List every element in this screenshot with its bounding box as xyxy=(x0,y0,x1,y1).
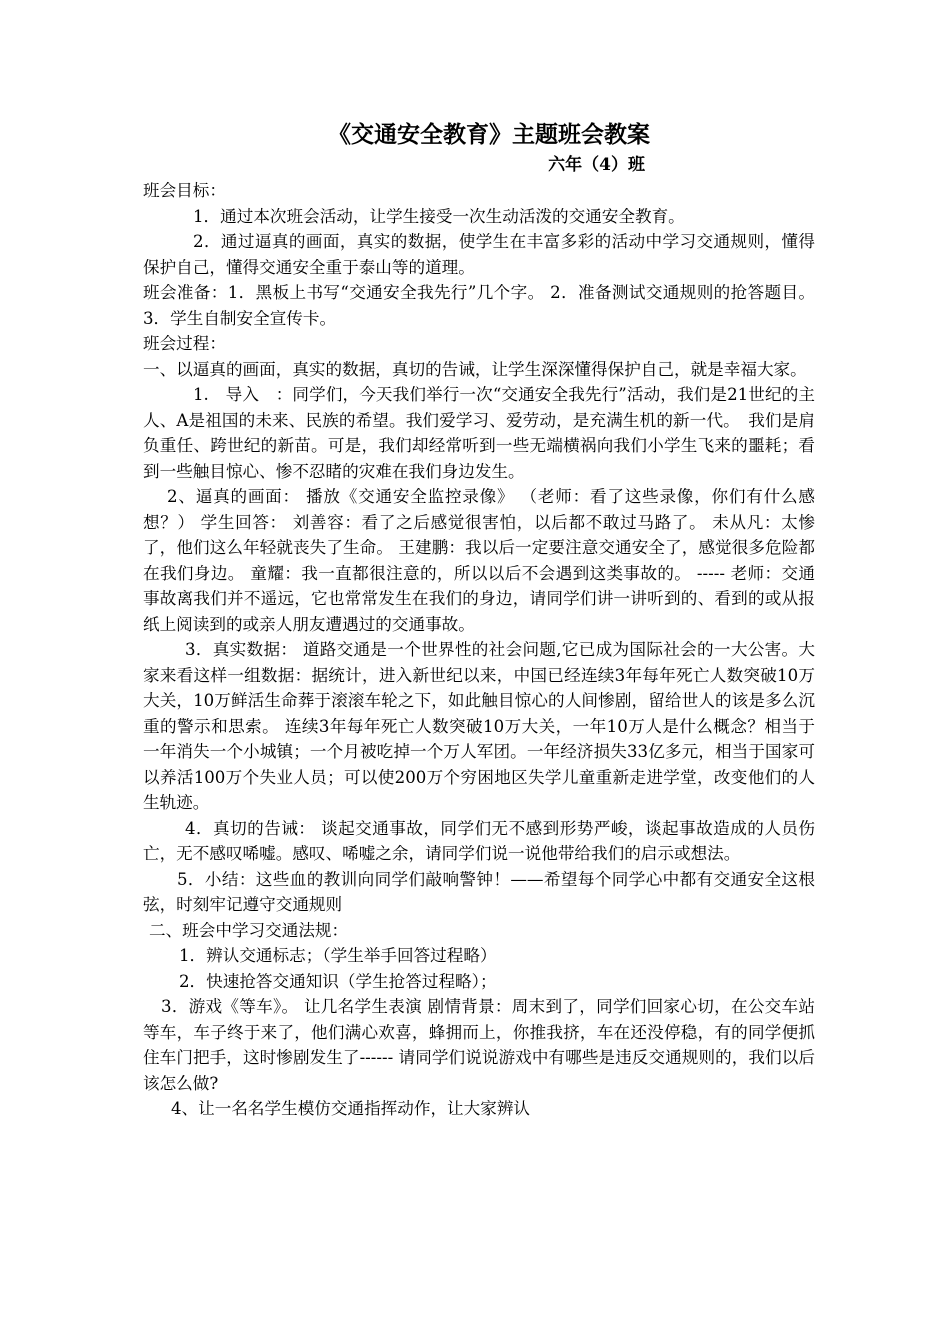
law-item-2: 2．快速抢答交通知识（学生抢答过程略）； xyxy=(179,971,497,991)
step-1-intro: 1. 导入 ：同学们，今天我们举行一次“交通安全我先行”活动，我们是21世纪的主人、A是祖国的未来、民族的希望。我们爱学习、爱劳动，是充满生机的新一代。 我们是肩负重任、跨世纪的新苗。可是，我们却经常听到一些无端横祸向我们小学生飞来的噩耗；看到一些触目惊心、惨不忍睹的灾难在我们身边发生。 xyxy=(143,385,815,481)
document-body xyxy=(143,178,815,1122)
goal-heading: 班会目标： xyxy=(143,181,226,200)
section-2-heading: 二、班会中学习交通法规： xyxy=(149,920,349,940)
step-5-summary: 5．小结：这些血的教训向同学们敲响警钟！——希望每个同学心中都有交通安全这根弦，时刻牢记遵守交通规则 xyxy=(143,869,815,914)
document-title: 《交通安全教育》主题班会教案 xyxy=(328,121,650,148)
process-heading: 班会过程： xyxy=(143,334,226,353)
section-1-heading: 一、以逼真的画面，真实的数据，真切的告诫，让学生深深懂得保护自己，就是幸福大家。 xyxy=(143,359,807,379)
class-name: 六年（4）班 xyxy=(548,155,645,175)
step-4-warning: 4．真切的告诫： 谈起交通事故，同学们无不感到形势严峻，谈起事故造成的人员伤亡，无不感叹唏嘘。感叹、唏嘘之余，请同学们说一说他带给我们的启示或想法。 xyxy=(143,818,815,863)
step-2-video: 2、逼真的画面： 播放《交通安全监控录像》 （老师：看了这些录像，你们有什么感想？） 学生回答： 刘善容：看了之后感觉很害怕，以后都不敢过马路了。 未从凡：太惨了，他们这么年轻就丧失了生命。 王建鹏：我以后一定要注意交通安全了，感觉很多危险都在我们身边。 童耀：我一直都很注意的，所以以后不会遇到这类事故的。 ----- 老师：交通事故离我们并不遥远，它也常常发生在我们的身边，请同学们讲一讲听到的、看到的或从报纸上阅读到的或亲人朋友遭遇过的交通事故。 xyxy=(143,487,815,634)
goal-item-1: 1．通过本次班会活动，让学生接受一次生动活泼的交通安全教育。 xyxy=(193,206,685,226)
step-3-data: 3．真实数据： 道路交通是一个世界性的社会问题,它已成为国际社会的一大公害。大家来看这样一组数据：据统计，进入新世纪以来，中国已经连续3年每年死亡人数突破10万大关，10万鲜活生命葬于滚滚车轮之下，如此触目惊心的人间惨剧，留给世人的该是多么沉重的警示和思索。 连续3年每年死亡人数突破10万大关，一年10万人是什么概念？相当于一年消失一个小城镇；一个月被吃掉一个万人军团。一年经济损失33亿多元，相当于国家可以养活100万个失业人员；可以使200万个穷困地区失学儿童重新走进学堂，改变他们的人生轨迹。 xyxy=(143,640,815,812)
preparation-paragraph: 班会准备：1．黑板上书写“交通安全我先行”几个字。 2．准备测试交通规则的抢答题目。3．学生自制安全宣传卡。 xyxy=(143,283,815,328)
law-item-4: 4、让一名名学生模仿交通指挥动作，让大家辨认 xyxy=(171,1099,531,1118)
goal-item-2: 2．通过逼真的画面，真实的数据，使学生在丰富多彩的活动中学习交通规则，懂得保护自己，懂得交通安全重于泰山等的道理。 xyxy=(143,232,815,277)
document-page xyxy=(143,118,815,1122)
law-item-1: 1．辨认交通标志；（学生举手回答过程略） xyxy=(179,946,497,965)
law-item-3-game: 3．游戏《等车》。 让几名学生表演 剧情背景：周末到了，同学们回家心切，在公交车站等车，车子终于来了，他们满心欢喜，蜂拥而上，你推我挤，车在还没停稳，有的同学便抓住车门把手，这时惨剧发生了------ 请同学们说说游戏中有哪些是违反交通规则的，我们以后该怎么做? xyxy=(143,997,815,1093)
